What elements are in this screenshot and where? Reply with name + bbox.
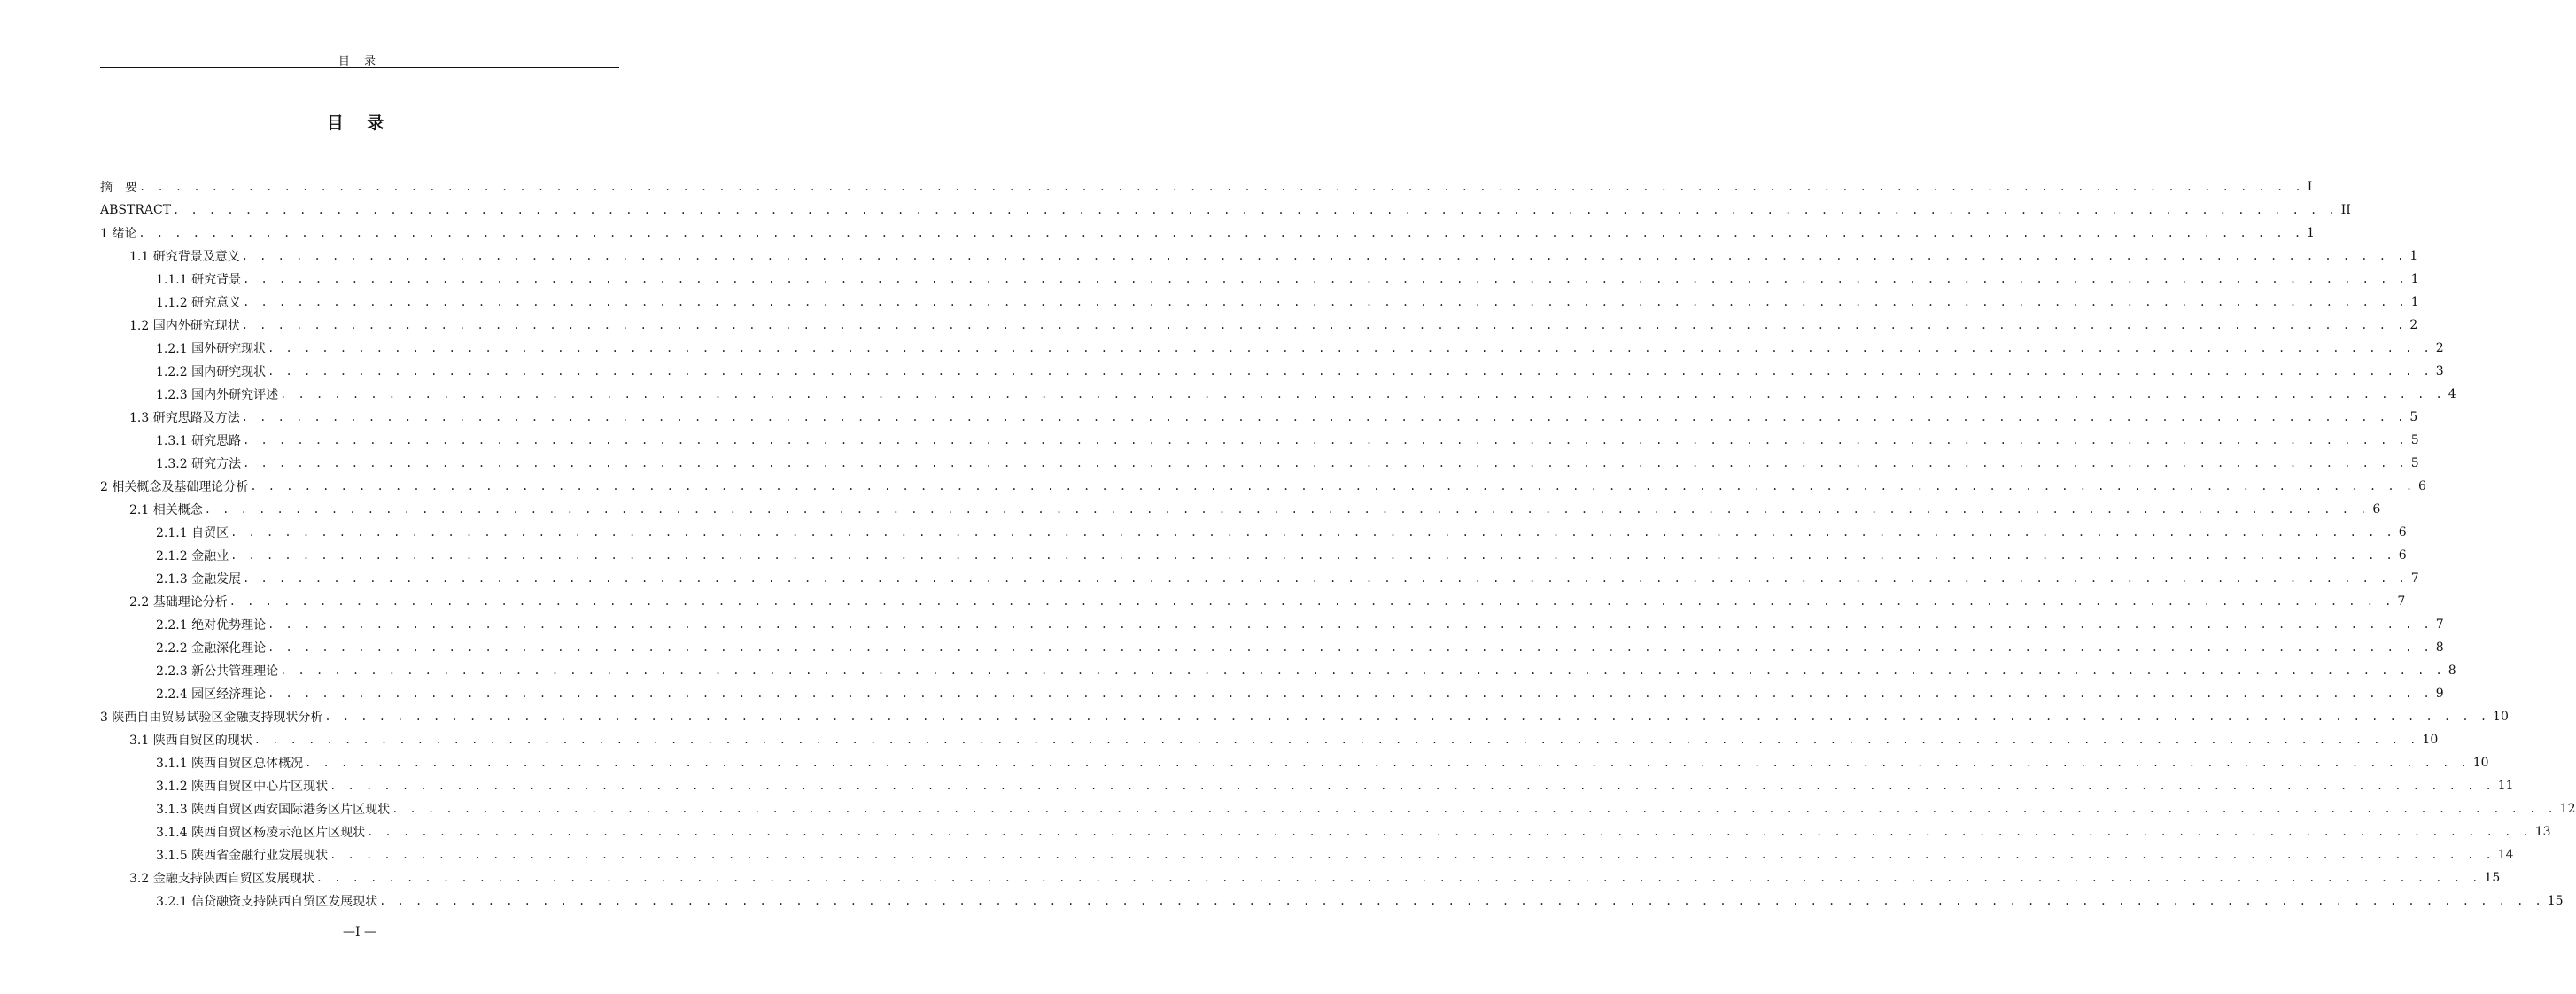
toc-entry-page: 6 bbox=[2398, 525, 2407, 540]
toc-entry-page: 1 bbox=[2410, 295, 2419, 309]
toc-entry[interactable] bbox=[100, 820, 2551, 843]
dot-leader: . . . . . . . . . . . . . . . . . . . . . . . . . . . . . . . . . . . . . . . . . . . . . . . . . . . . . . . . . . . . . . . . . . . . . . . . . . . . . . . . . . . . . . . . . . . . . . . . . . . . . . . . . . . . . . . . . . . . . . . . bbox=[324, 711, 2490, 723]
dot-leader: . . . . . . . . . . . . . . . . . . . . . . . . . . . . . . . . . . . . . . . . . . . . . . . . . . . . . . . . . . . . . . . . . . . . . . . . . . . . . . . . . . . . . . . . . . . . . . . . . . . . . . . . . . . . . . . . . . . . . . . . bbox=[280, 664, 2445, 677]
toc-entry-label: 3.1 陕西自贸区的现状 bbox=[129, 734, 252, 748]
toc-entry-page: 6 bbox=[2418, 479, 2426, 493]
toc-entry-label: 1.2 国内外研究现状 bbox=[129, 319, 240, 333]
toc-entry-label: 1.1 研究背景及意义 bbox=[129, 250, 240, 264]
toc-entry-page: 12 bbox=[2559, 802, 2576, 816]
toc-entry[interactable] bbox=[100, 590, 2406, 613]
dot-leader: . . . . . . . . . . . . . . . . . . . . . . . . . . . . . . . . . . . . . . . . . . . . . . . . . . . . . . . . . . . . . . . . . . . . . . . . . . . . . . . . . . . . . . . . . . . . . . . . . . . . . . . . . . . . . . . . . . . . . . . . bbox=[367, 826, 2532, 838]
toc-entry-label: 3.1.1 陕西自贸区总体概况 bbox=[156, 757, 304, 771]
toc-entry-label: 1.1.1 研究背景 bbox=[156, 273, 242, 287]
running-header: 目 录 bbox=[338, 55, 382, 68]
toc-entry-page: 1 bbox=[2307, 226, 2315, 240]
dot-leader: . . . . . . . . . . . . . . . . . . . . . . . . . . . . . . . . . . . . . . . . . . . . . . . . . . . . . . . . . . . . . . . . . . . . . . . . . . . . . . . . . . . . . . . . . . . . . . . . . . . . . . . . . . . . . . . . . . . . . . . . bbox=[243, 457, 2408, 470]
dot-leader: . . . . . . . . . . . . . . . . . . . . . . . . . . . . . . . . . . . . . . . . . . . . . . . . . . . . . . . . . . . . . . . . . . . . . . . . . . . . . . . . . . . . . . . . . . . . . . . . . . . . . . . . . . . . . . . . . . . . . . . . bbox=[330, 849, 2495, 861]
toc-entry[interactable] bbox=[100, 406, 2418, 429]
toc-entry-page: 4 bbox=[2448, 387, 2456, 401]
toc-entry-label: 1.2.1 国外研究现状 bbox=[156, 342, 267, 356]
toc-entry[interactable] bbox=[100, 221, 2315, 245]
toc-entry[interactable] bbox=[100, 567, 2419, 590]
toc-entry[interactable] bbox=[100, 337, 2444, 360]
toc-entry-page: 14 bbox=[2497, 848, 2514, 862]
page-number: —I — bbox=[343, 925, 376, 939]
toc-entry-page: 2 bbox=[2409, 318, 2418, 332]
toc-entry-page: 5 bbox=[2410, 456, 2419, 470]
dot-leader: . . . . . . . . . . . . . . . . . . . . . . . . . . . . . . . . . . . . . . . . . . . . . . . . . . . . . . . . . . . . . . . . . . . . . . . . . . . . . . . . . . . . . . . . . . . . . . . . . . . . . . . . . . . . . . . . . . . . . . . . bbox=[230, 526, 2395, 539]
dot-leader: . . . . . . . . . . . . . . . . . . . . . . . . . . . . . . . . . . . . . . . . . . . . . . . . . . . . . . . . . . . . . . . . . . . . . . . . . . . . . . . . . . . . . . . . . . . . . . . . . . . . . . . . . . . . . . . . . . . . . . . . bbox=[268, 365, 2432, 377]
toc-entry-label: 1.3.2 研究方法 bbox=[156, 457, 242, 471]
dot-leader: . . . . . . . . . . . . . . . . . . . . . . . . . . . . . . . . . . . . . . . . . . . . . . . . . . . . . . . . . . . . . . . . . . . . . . . . . . . . . . . . . . . . . . . . . . . . . . . . . . . . . . . . . . . . . . . . . . . . . . . . bbox=[268, 641, 2432, 654]
toc-entry-label: 1.2.3 国内外研究评述 bbox=[156, 388, 279, 402]
toc-entry[interactable] bbox=[100, 291, 2419, 314]
toc-entry[interactable] bbox=[100, 383, 2456, 406]
dot-leader: . . . . . . . . . . . . . . . . . . . . . . . . . . . . . . . . . . . . . . . . . . . . . . . . . . . . . . . . . . . . . . . . . . . . . . . . . . . . . . . . . . . . . . . . . . . . . . . . . . . . . . . . . . . . . . . . . . . . . . . . bbox=[330, 780, 2495, 792]
toc-entry-label: 1.3 研究思路及方法 bbox=[129, 411, 240, 425]
dot-leader: . . . . . . . . . . . . . . . . . . . . . . . . . . . . . . . . . . . . . . . . . . . . . . . . . . . . . . . . . . . . . . . . . . . . . . . . . . . . . . . . . . . . . . . . . . . . . . . . . . . . . . . . . . . . . . . . . . . . . . . . bbox=[315, 872, 2481, 884]
dot-leader: . . . . . . . . . . . . . . . . . . . . . . . . . . . . . . . . . . . . . . . . . . . . . . . . . . . . . . . . . . . . . . . . . . . . . . . . . . . . . . . . . . . . . . . . . . . . . . . . . . . . . . . . . . . . . . . . . . . . . . . . bbox=[173, 204, 2338, 216]
toc-entry[interactable] bbox=[100, 866, 2501, 889]
toc-entry[interactable] bbox=[100, 889, 2564, 912]
toc-entry[interactable] bbox=[100, 843, 2514, 866]
toc-entry-label: 2.1.2 金融业 bbox=[156, 549, 229, 563]
toc-entry-page: 9 bbox=[2435, 687, 2444, 701]
dot-leader: . . . . . . . . . . . . . . . . . . . . . . . . . . . . . . . . . . . . . . . . . . . . . . . . . . . . . . . . . . . . . . . . . . . . . . . . . . . . . . . . . . . . . . . . . . . . . . . . . . . . . . . . . . . . . . . . . . . . . . . . bbox=[138, 227, 2304, 239]
toc-entry[interactable] bbox=[100, 429, 2419, 452]
dot-leader: . . . . . . . . . . . . . . . . . . . . . . . . . . . . . . . . . . . . . . . . . . . . . . . . . . . . . . . . . . . . . . . . . . . . . . . . . . . . . . . . . . . . . . . . . . . . . . . . . . . . . . . . . . . . . . . . . . . . . . . . bbox=[280, 388, 2445, 400]
toc-entry[interactable] bbox=[100, 360, 2444, 383]
toc-entry-label: 2.2.1 绝对优势理论 bbox=[156, 618, 267, 633]
toc-entry-page: 10 bbox=[2422, 733, 2439, 747]
toc-entry-page: 6 bbox=[2372, 502, 2381, 516]
toc-entry-page: 13 bbox=[2534, 825, 2551, 839]
toc-entry-page: 1 bbox=[2410, 272, 2419, 286]
toc-entry-label: 3.1.3 陕西自贸区西安国际港务区片区现状 bbox=[156, 803, 391, 817]
toc-entry-label: ABSTRACT bbox=[100, 203, 172, 217]
toc-entry-page: 10 bbox=[2472, 756, 2489, 770]
toc-entry-label: 3.1.4 陕西自贸区杨凌示范区片区现状 bbox=[156, 826, 366, 840]
toc-entry-page: 7 bbox=[2410, 571, 2419, 586]
dot-leader: . . . . . . . . . . . . . . . . . . . . . . . . . . . . . . . . . . . . . . . . . . . . . . . . . . . . . . . . . . . . . . . . . . . . . . . . . . . . . . . . . . . . . . . . . . . . . . . . . . . . . . . . . . . . . . . . . . . . . . . . bbox=[229, 595, 2394, 608]
dot-leader: . . . . . . . . . . . . . . . . . . . . . . . . . . . . . . . . . . . . . . . . . . . . . . . . . . . . . . . . . . . . . . . . . . . . . . . . . . . . . . . . . . . . . . . . . . . . . . . . . . . . . . . . . . . . . . . . . . . . . . . . bbox=[243, 273, 2408, 285]
toc-entry-page: 2 bbox=[2435, 341, 2444, 355]
toc-entry[interactable] bbox=[100, 475, 2426, 498]
toc-entry-label: 3.1.2 陕西自贸区中心片区现状 bbox=[156, 780, 329, 794]
toc-entry-label: 2.2.3 新公共管理理论 bbox=[156, 664, 279, 679]
toc-entry-page: 11 bbox=[2497, 779, 2514, 793]
toc-entry-label: 3.2.1 信贷融资支持陕西自贸区发展现状 bbox=[156, 895, 378, 909]
toc-entry-label: 2.1.1 自贸区 bbox=[156, 526, 229, 540]
dot-leader: . . . . . . . . . . . . . . . . . . . . . . . . . . . . . . . . . . . . . . . . . . . . . . . . . . . . . . . . . . . . . . . . . . . . . . . . . . . . . . . . . . . . . . . . . . . . . . . . . . . . . . . . . . . . . . . . . . . . . . . . bbox=[268, 687, 2432, 700]
toc-entry[interactable] bbox=[100, 198, 2351, 221]
toc-entry[interactable] bbox=[100, 728, 2439, 751]
header-rule bbox=[100, 67, 619, 68]
toc-entry-page: 15 bbox=[2547, 894, 2564, 908]
toc-entry-page: 7 bbox=[2435, 617, 2444, 632]
toc-entry[interactable] bbox=[100, 751, 2489, 774]
table-of-contents bbox=[100, 175, 2576, 912]
dot-leader: . . . . . . . . . . . . . . . . . . . . . . . . . . . . . . . . . . . . . . . . . . . . . . . . . . . . . . . . . . . . . . . . . . . . . . . . . . . . . . . . . . . . . . . . . . . . . . . . . . . . . . . . . . . . . . . . . . . . . . . . bbox=[268, 618, 2432, 631]
toc-entry-page: I bbox=[2307, 180, 2313, 194]
dot-leader: . . . . . . . . . . . . . . . . . . . . . . . . . . . . . . . . . . . . . . . . . . . . . . . . . . . . . . . . . . . . . . . . . . . . . . . . . . . . . . . . . . . . . . . . . . . . . . . . . . . . . . . . . . . . . . . . . . . . . . . . bbox=[241, 319, 2407, 331]
dot-leader: . . . . . . . . . . . . . . . . . . . . . . . . . . . . . . . . . . . . . . . . . . . . . . . . . . . . . . . . . . . . . . . . . . . . . . . . . . . . . . . . . . . . . . . . . . . . . . . . . . . . . . . . . . . . . . . . . . . . . . . . bbox=[305, 757, 2470, 769]
toc-entry-label: 3.2 金融支持陕西自贸区发展现状 bbox=[129, 872, 314, 886]
dot-leader: . . . . . . . . . . . . . . . . . . . . . . . . . . . . . . . . . . . . . . . . . . . . . . . . . . . . . . . . . . . . . . . . . . . . . . . . . . . . . . . . . . . . . . . . . . . . . . . . . . . . . . . . . . . . . . . . . . . . . . . . bbox=[243, 572, 2408, 585]
toc-entry-label: 2.1 相关概念 bbox=[129, 503, 203, 517]
toc-entry[interactable] bbox=[100, 498, 2381, 521]
toc-entry-page: 3 bbox=[2435, 364, 2444, 378]
toc-entry-page: 10 bbox=[2493, 710, 2509, 724]
dot-leader: . . . . . . . . . . . . . . . . . . . . . . . . . . . . . . . . . . . . . . . . . . . . . . . . . . . . . . . . . . . . . . . . . . . . . . . . . . . . . . . . . . . . . . . . . . . . . . . . . . . . . . . . . . . . . . . . . . . . . . . . bbox=[379, 895, 2544, 907]
dot-leader: . . . . . . . . . . . . . . . . . . . . . . . . . . . . . . . . . . . . . . . . . . . . . . . . . . . . . . . . . . . . . . . . . . . . . . . . . . . . . . . . . . . . . . . . . . . . . . . . . . . . . . . . . . . . . . . . . . . . . . . . bbox=[392, 803, 2557, 815]
toc-title: 目 录 bbox=[326, 113, 393, 133]
toc-entry-label: 2.2 基础理论分析 bbox=[129, 595, 228, 610]
toc-entry[interactable] bbox=[100, 268, 2419, 291]
toc-entry[interactable] bbox=[100, 544, 2407, 567]
toc-entry[interactable] bbox=[100, 682, 2444, 705]
toc-entry-page: 1 bbox=[2409, 249, 2418, 263]
toc-entry-label: 2.1.3 金融发展 bbox=[156, 572, 242, 586]
dot-leader: . . . . . . . . . . . . . . . . . . . . . . . . . . . . . . . . . . . . . . . . . . . . . . . . . . . . . . . . . . . . . . . . . . . . . . . . . . . . . . . . . . . . . . . . . . . . . . . . . . . . . . . . . . . . . . . . . . . . . . . . bbox=[250, 480, 2416, 493]
toc-entry-label: 2 相关概念及基础理论分析 bbox=[100, 480, 249, 494]
dot-leader: . . . . . . . . . . . . . . . . . . . . . . . . . . . . . . . . . . . . . . . . . . . . . . . . . . . . . . . . . . . . . . . . . . . . . . . . . . . . . . . . . . . . . . . . . . . . . . . . . . . . . . . . . . . . . . . . . . . . . . . . bbox=[243, 296, 2408, 308]
toc-entry-label: 1.1.2 研究意义 bbox=[156, 296, 242, 310]
dot-leader: . . . . . . . . . . . . . . . . . . . . . . . . . . . . . . . . . . . . . . . . . . . . . . . . . . . . . . . . . . . . . . . . . . . . . . . . . . . . . . . . . . . . . . . . . . . . . . . . . . . . . . . . . . . . . . . . . . . . . . . . bbox=[243, 434, 2408, 447]
toc-entry-label: 摘 要 bbox=[100, 181, 137, 195]
toc-entry-label: 1.2.2 国内研究现状 bbox=[156, 365, 267, 379]
toc-entry-page: 5 bbox=[2410, 433, 2419, 447]
dot-leader: . . . . . . . . . . . . . . . . . . . . . . . . . . . . . . . . . . . . . . . . . . . . . . . . . . . . . . . . . . . . . . . . . . . . . . . . . . . . . . . . . . . . . . . . . . . . . . . . . . . . . . . . . . . . . . . . . . . . . . . . bbox=[230, 549, 2395, 562]
toc-entry-page: 15 bbox=[2484, 871, 2501, 885]
toc-entry-label: 1.3.1 研究思路 bbox=[156, 434, 242, 448]
dot-leader: . . . . . . . . . . . . . . . . . . . . . . . . . . . . . . . . . . . . . . . . . . . . . . . . . . . . . . . . . . . . . . . . . . . . . . . . . . . . . . . . . . . . . . . . . . . . . . . . . . . . . . . . . . . . . . . . . . . . . . . . bbox=[241, 411, 2407, 423]
toc-entry[interactable] bbox=[100, 797, 2576, 820]
toc-entry[interactable] bbox=[100, 705, 2509, 728]
toc-entry[interactable] bbox=[100, 659, 2456, 682]
toc-entry[interactable] bbox=[100, 521, 2407, 544]
toc-entry-label: 1 绪论 bbox=[100, 227, 137, 241]
toc-entry-label: 2.2.4 园区经济理论 bbox=[156, 687, 267, 702]
toc-entry[interactable] bbox=[100, 613, 2444, 636]
toc-entry-page: 6 bbox=[2398, 548, 2407, 563]
toc-entry[interactable] bbox=[100, 314, 2418, 337]
dot-leader: . . . . . . . . . . . . . . . . . . . . . . . . . . . . . . . . . . . . . . . . . . . . . . . . . . . . . . . . . . . . . . . . . . . . . . . . . . . . . . . . . . . . . . . . . . . . . . . . . . . . . . . . . . . . . . . . . . . . . . . . bbox=[268, 342, 2432, 354]
toc-entry-page: II bbox=[2340, 203, 2351, 217]
toc-entry-page: 7 bbox=[2397, 594, 2406, 609]
toc-entry-label: 3 陕西自由贸易试验区金融支持现状分析 bbox=[100, 711, 323, 725]
dot-leader: . . . . . . . . . . . . . . . . . . . . . . . . . . . . . . . . . . . . . . . . . . . . . . . . . . . . . . . . . . . . . . . . . . . . . . . . . . . . . . . . . . . . . . . . . . . . . . . . . . . . . . . . . . . . . . . . . . . . . . . . bbox=[241, 250, 2407, 262]
toc-entry-label: 3.1.5 陕西省金融行业发展现状 bbox=[156, 849, 329, 863]
toc-entry-page: 8 bbox=[2435, 641, 2444, 655]
toc-entry[interactable] bbox=[100, 245, 2418, 268]
toc-entry[interactable] bbox=[100, 175, 2313, 198]
toc-entry[interactable] bbox=[100, 452, 2419, 475]
toc-entry-page: 8 bbox=[2448, 664, 2456, 678]
dot-leader: . . . . . . . . . . . . . . . . . . . . . . . . . . . . . . . . . . . . . . . . . . . . . . . . . . . . . . . . . . . . . . . . . . . . . . . . . . . . . . . . . . . . . . . . . . . . . . . . . . . . . . . . . . . . . . . . . . . . . . . . bbox=[139, 181, 2304, 193]
dot-leader: . . . . . . . . . . . . . . . . . . . . . . . . . . . . . . . . . . . . . . . . . . . . . . . . . . . . . . . . . . . . . . . . . . . . . . . . . . . . . . . . . . . . . . . . . . . . . . . . . . . . . . . . . . . . . . . . . . . . . . . . bbox=[204, 503, 2370, 516]
toc-entry-label: 2.2.2 金融深化理论 bbox=[156, 641, 267, 656]
toc-entry[interactable] bbox=[100, 636, 2444, 659]
toc-entry-page: 5 bbox=[2409, 410, 2418, 424]
dot-leader: . . . . . . . . . . . . . . . . . . . . . . . . . . . . . . . . . . . . . . . . . . . . . . . . . . . . . . . . . . . . . . . . . . . . . . . . . . . . . . . . . . . . . . . . . . . . . . . . . . . . . . . . . . . . . . . . . . . . . . . . bbox=[253, 734, 2419, 746]
toc-entry[interactable] bbox=[100, 774, 2514, 797]
